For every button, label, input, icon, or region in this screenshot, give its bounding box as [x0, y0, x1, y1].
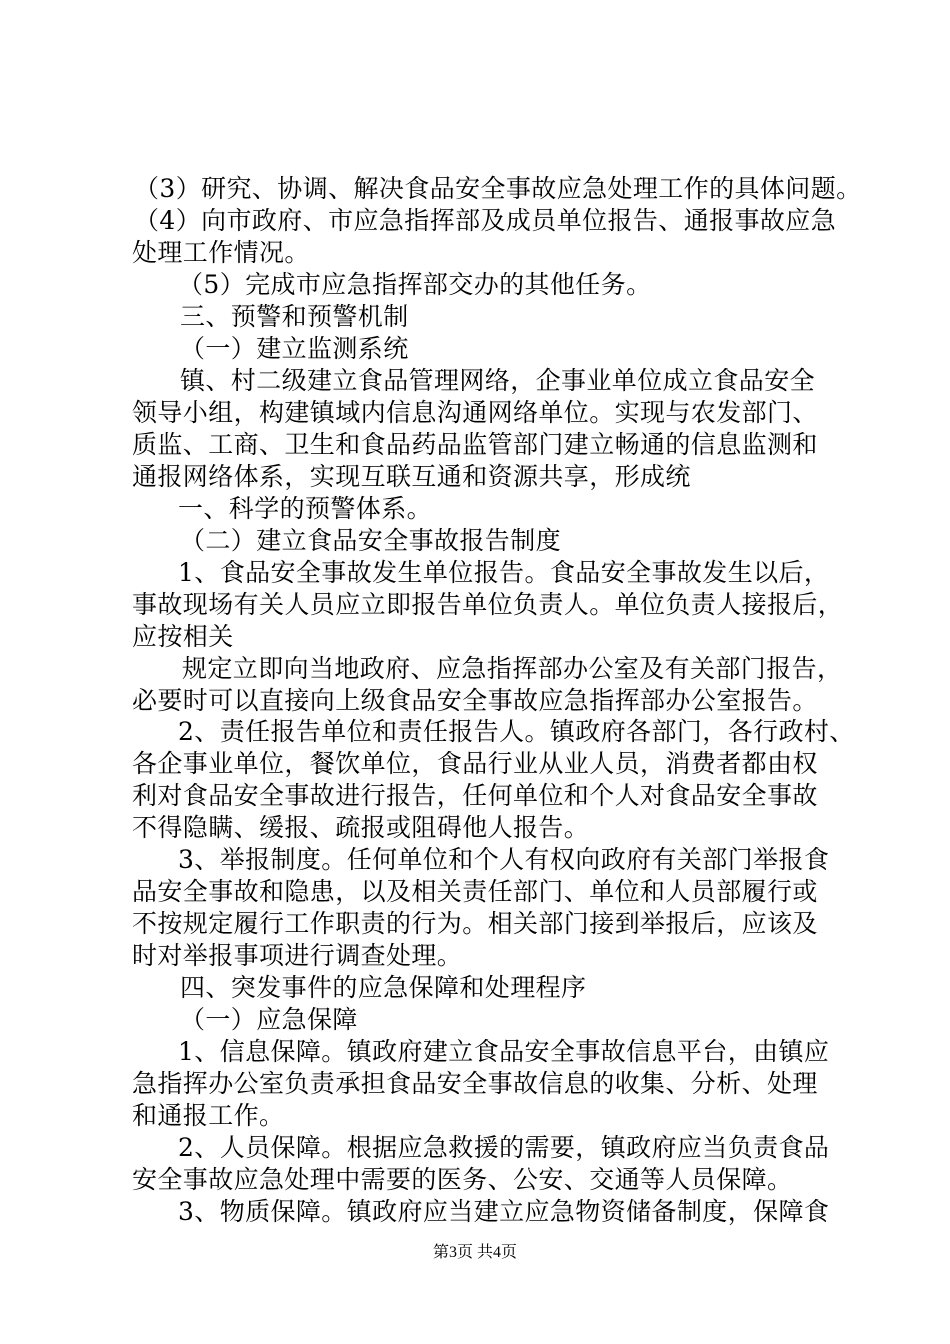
- text-line: 镇、村二级建立食品管理网络，企事业单位成立食品安全: [180, 365, 816, 395]
- text-line: 各企事业单位，餐饮单位，食品行业从业人员，消费者都由权: [132, 749, 818, 779]
- subsection-heading: （二）建立食品安全事故报告制度: [180, 525, 562, 555]
- text-line: 领导小组，构建镇域内信息沟通网络单位。实现与农发部门、: [132, 397, 818, 427]
- text-line: 1、食品安全事故发生单位报告。食品安全事故发生以后，: [178, 557, 830, 587]
- text-line: 质监、工商、卫生和食品药品监管部门建立畅通的信息监测和: [132, 429, 818, 459]
- text-line: 一、科学的预警体系。: [178, 493, 433, 523]
- text-line: 3、举报制度。任何单位和个人有权向政府有关部门举报食: [178, 845, 830, 875]
- page-number-footer: 第3页 共4页: [432, 1244, 517, 1261]
- text-line: 应按相关: [132, 621, 234, 651]
- text-line: 安全事故应急处理中需要的医务、公安、交通等人员保障。: [132, 1165, 793, 1195]
- text-line: 急指挥办公室负责承担食品安全事故信息的收集、分析、处理: [132, 1069, 818, 1099]
- section-heading: 四、突发事件的应急保障和处理程序: [180, 973, 587, 1003]
- text-line: 不按规定履行工作职责的行为。相关部门接到举报后，应该及: [132, 909, 818, 939]
- section-heading: 三、预警和预警机制: [180, 301, 409, 331]
- text-line: 2、责任报告单位和责任报告人。镇政府各部门，各行政村、: [178, 717, 855, 747]
- text-line: 2、人员保障。根据应急救援的需要，镇政府应当负责食品: [178, 1133, 830, 1163]
- text-line: 3、物质保障。镇政府应当建立应急物资储备制度，保障食: [178, 1197, 830, 1226]
- text-line: 时对举报事项进行调查处理。: [132, 941, 463, 971]
- text-line: 事故现场有关人员应立即报告单位负责人。单位负责人接报后，: [132, 589, 844, 619]
- text-line: 必要时可以直接向上级食品安全事故应急指挥部办公室报告。: [132, 685, 818, 715]
- text-line: （4）向市政府、市应急指挥部及成员单位报告、通报事故应急: [134, 205, 837, 235]
- text-line: 不得隐瞒、缓报、疏报或阻碍他人报告。: [132, 813, 590, 843]
- text-line: 处理工作情况。: [132, 237, 310, 267]
- text-line: 1、信息保障。镇政府建立食品安全事故信息平台，由镇应: [178, 1037, 830, 1067]
- text-line: （5）完成市应急指挥部交办的其他任务。: [178, 269, 652, 299]
- text-line: 利对食品安全事故进行报告，任何单位和个人对食品安全事故: [132, 781, 818, 811]
- text-line: （3）研究、协调、解决食品安全事故应急处理工作的具体问题。: [134, 174, 862, 203]
- text-line: 规定立即向当地政府、应急指挥部办公室及有关部门报告，: [182, 653, 843, 683]
- text-line: 通报网络体系，实现互联互通和资源共享，形成统: [132, 461, 691, 491]
- subsection-heading: （一）建立监测系统: [180, 333, 409, 363]
- subsection-heading: （一）应急保障: [180, 1005, 358, 1035]
- text-line: 和通报工作。: [132, 1101, 285, 1131]
- text-line: 品安全事故和隐患，以及相关责任部门、单位和人员部履行或: [132, 877, 818, 907]
